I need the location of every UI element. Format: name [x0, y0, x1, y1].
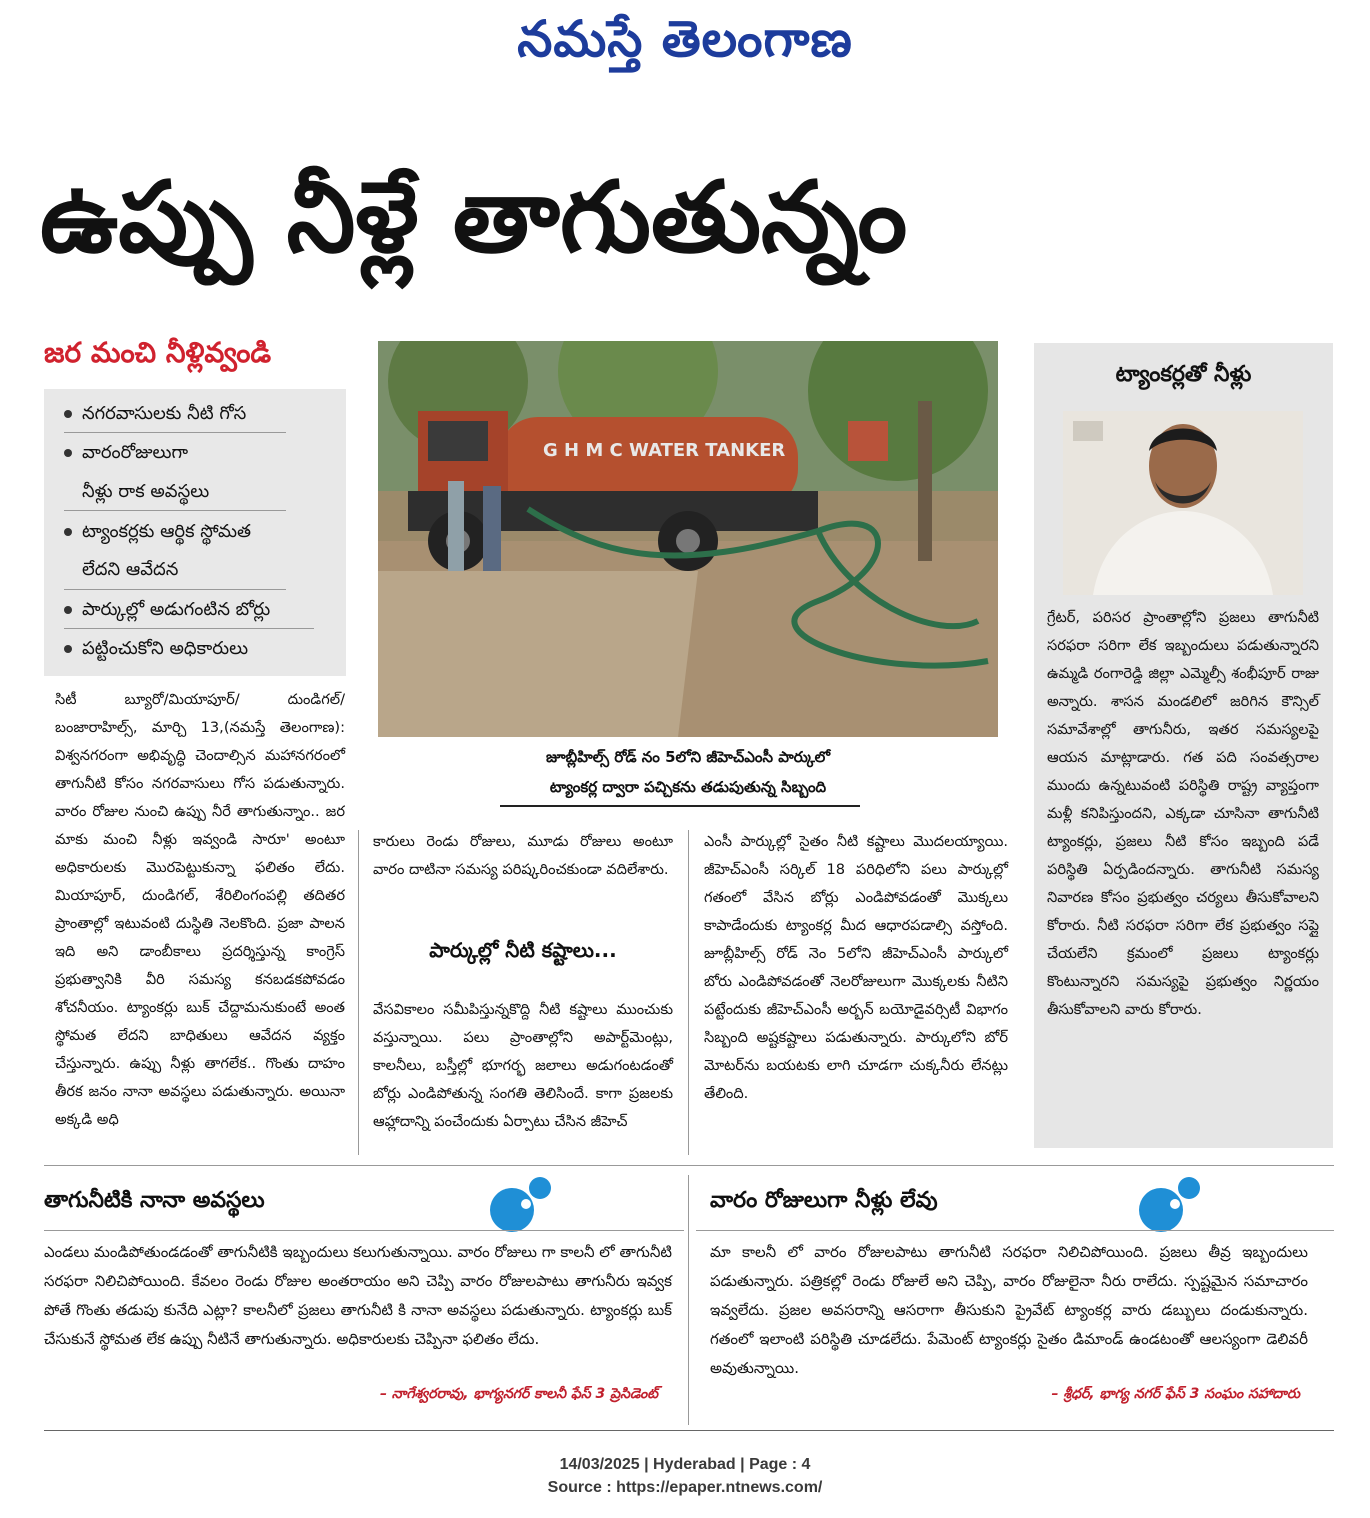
- water-tanker-photo: [378, 341, 998, 737]
- highlight-item-cont: లేదని ఆవేదన: [82, 559, 179, 580]
- bullet-icon: [64, 449, 72, 457]
- photo-caption: [378, 742, 998, 802]
- quote-divider: [44, 1230, 684, 1231]
- footer-date-line: 14/03/2025 | Hyderabad | Page : 4: [559, 1456, 811, 1473]
- quote-credit-1: – నాగేశ్వరరావు, భాగ్యనగర్ కాలనీ ఫేస్ 3 ప్రెసిడెంట్: [379, 1386, 658, 1402]
- article-col-3: ఎంసీ పార్కుల్లో సైతం నీటి కష్టాలు మొదలయ్యాయి. జీహెచ్ఎంసీ సర్కిల్ 18 పరిధిలోని పలు పార్కుల్లో గతంలో వేసిన బోర్లు ఎండిపోవడంతో మొక్కలు కాపాడేందుకు ట్యాంకర్ల మీద ఆధారపడాల్సి వస్తోంది. జూబ్లీహిల్స్ రోడ్ నెం 5లోని జీహెచ్ఎంసీ పార్కులో బోరు ఎండిపోవడంతో నెలరోజులుగా మొక్కలకు నీటిని పట్టేందుకు జీహెచ్ఎంసీ అర్బన్ బయోడైవర్సిటీ విభాగం సిబ్బంది అష్టకష్టాలు పడుతున్నారు. పార్కులోని బోర్ మోటర్‌ను బయటకు లాగి చూడగా చుక్కనీరు లేనట్లు తేలింది.: [704, 833, 1008, 1102]
- section-divider: [44, 1165, 1334, 1166]
- quote-credit-2: – శ్రీధర్, భాగ్య నగర్ ఫేస్ 3 సంఘం సహాదారు: [1051, 1386, 1300, 1402]
- sidebar-body: గ్రేటర్, పరిసర ప్రాంతాల్లోని ప్రజలు తాగునీటి సరఫరా సరిగా లేక ఇబ్బందులు పడుతున్నారని ఉమ్మడి రంగారెడ్డి జిల్లా ఎమ్మెల్సీ శంభీపూర్ రాజు అన్నారు. శాసన మండలిలో జరిగిన కౌన్సిల్ సమావేశాల్లో తాగునీరు, ఇతర సమస్యలపై ఆయన మాట్లాడారు. గత పది సంవత్సరాల ముందు ఉన్నటువంటి పరిస్థితి రాష్ట్ర వ్యాప్తంగా మళ్లీ కనిపిస్తుందని, ఎక్కడా చూసినా తాగునీటి ట్యాంకర్లు, ప్రజలు నీటి కోసం ఇబ్బంది పడే పరిస్థితి ఏర్పడిందన్నారు. తాగునీటి సమస్య నివారణ కోసం ప్రభుత్వం చర్యలు తీసుకోవాలని కోరారు. నీటి సరఫరా సరిగా లేక ప్రభుత్వం సప్లై చేయలేని క్రమంలో ప్రజలు ట్యాంకర్లు కొంటున్నారని సమస్యపై ప్రభుత్వం నిర్ణయం తీసుకోవాలని వారు కోరారు.: [1047, 609, 1319, 1018]
- footer-source-link[interactable]: Source : https://epaper.ntnews.com/: [547, 1479, 823, 1496]
- divider: [64, 510, 286, 511]
- tanker-label: G H M C WATER TANKER: [543, 440, 786, 461]
- quote-title-1: తాగునీటికి నానా అవస్థలు: [44, 1188, 265, 1213]
- bullet-icon: [64, 606, 72, 614]
- article-col-1: సిటీ బ్యూరో/మియాపూర్/ దుండిగల్/ బంజారాహిల్స్, మార్చి 13,(నమస్తే తెలంగాణ): విశ్వనగరంగా అభివృద్ధి చెందాల్సిన మహానగరంలో తాగునీటి కోసం నగరవాసులు గోస పడుతున్నారు. వారం రోజుల నుంచి ఉప్పు నీరే తాగుతున్నాం.. జర మాకు మంచి నీళ్లు ఇవ్వండి సారూ' అంటూ అధికారులకు మొరపెట్టుకున్నా ఫలితం లేదు. మియాపూర్, దుండిగల్, శేరిలింగంపల్లి తదితర ప్రాంతాల్లో ఇటువంటి దుస్థితి నెలకొంది. ప్రజా పాలన ఇది అని డాంబీకాలు ప్రదర్శిస్తున్న కాంగ్రెస్ ప్రభుత్వానికి వీరి సమస్య కనబడకపోవడం శోచనీయం. ట్యాంకర్లు బుక్ చేద్దామనుకుంటే అంత స్థోమత లేదని బాధితులు ఆవేదన వ్యక్తం చేస్తున్నారు. ఉప్పు నీళ్లు తాగలేక.. గొంతు దాహం తీరక జనం నానా అవస్థలు పడుతున్నారు. అయినా అక్కడి అధి: [55, 691, 345, 1128]
- masthead-logo: నమస్తే తెలంగాణ: [517, 10, 853, 68]
- article-col-2: కారులు రెండు రోజులు, మూడు రోజులు అంటూ వారం దాటినా సమస్య పరిష్కరించకుండా వదిలేశారు.: [373, 833, 673, 878]
- sidebar-title: ట్యాంకర్లతో నీళ్లు: [1115, 362, 1252, 387]
- page-bottom-rule: [44, 1430, 1334, 1431]
- highlight-item: ట్యాంకర్లకు ఆర్థిక స్థోమత: [64, 513, 251, 551]
- quote-mark-icon: [1137, 1174, 1203, 1238]
- column-divider: [358, 830, 359, 1155]
- highlight-item: నగరవాసులకు నీటి గోస: [64, 395, 246, 433]
- quote-body-1: ఎండలు మండిపోతుండడంతో తాగునీటికి ఇబ్బందులు కలుగుతున్నాయి. వారం రోజులు గా కాలనీ లో తాగునీటి సరఫరా నిలిచిపోయింది. కేవలం రెండు రోజుల అంతరాయం అని చెప్పి వారం రోజులపాటు తాగునీరు ఇవ్వక పోతే గొంతు తడుపు కునేది ఎట్లా? కాలనీలో ప్రజలు తాగునీటి కి నానా అవస్థలు పడుతున్నారు. ట్యాంకర్లు బుక్ చేసుకునే స్థోమత లేక ఉప్పు నీటినే తాగుతున్నారు. అధికారులకు చెప్పినా ఫలితం లేదు.: [44, 1243, 672, 1348]
- column-divider: [688, 1175, 689, 1425]
- caption-line: జూబ్లీహిల్స్ రోడ్ నం 5లోని జీహెచ్ఎంసీ పార్కులో: [545, 748, 831, 766]
- bullet-icon: [64, 528, 72, 536]
- highlight-item-cont: నీళ్లు రాక అవస్థలు: [82, 481, 210, 502]
- article-col-2b: వేసవికాలం సమీపిస్తున్నకొద్ది నీటి కష్టాలు ముంచుకు వస్తున్నాయి. పలు ప్రాంతాల్లోని అపార్ట్‌మెంట్లు, కాలనీలు, బస్తీల్లో భూగర్భ జలాలు అడుగంటడంతో బోర్లు ఎండిపోతున్న సంగతి తెలిసిందే. కాగా ప్రజలకు ఆహ్లాదాన్ని పంచేందుకు ఏర్పాటు చేసిన జీహెచ్: [373, 1001, 673, 1130]
- kicker-subheadline: జర మంచి నీళ్లివ్వండి: [44, 336, 272, 369]
- quote-body-2: మా కాలనీ లో వారం రోజులపాటు తాగునీటి సరఫరా నిలిచిపోయింది. ప్రజలు తీవ్ర ఇబ్బందులు పడుతున్నారు. పత్రికల్లో రెండు రోజులే అని చెప్పి, వారం రోజులైనా నీరు రాలేదు. స్పష్టమైన సమాచారం ఇవ్వలేదు. ప్రజల అవసరాన్ని ఆసరాగా తీసుకుని ప్రైవేట్ ట్యాంకర్ల వారు డబ్బులు దండుకున్నారు. గతంలో ఇలాంటి పరిస్థితి చూడలేదు. పేమెంట్ ట్యాంకర్లు సైతం డిమాండ్ ఉండటంతో ఆలస్యంగా డెలివరీ అవుతున్నాయి.: [710, 1243, 1308, 1377]
- page-headline: ఉప్పు నీళ్లే తాగుతున్నం: [40, 161, 908, 275]
- quote-mark-icon: [488, 1174, 554, 1238]
- highlight-item: పార్కుల్లో అడుగంటిన బోర్లు: [64, 591, 270, 629]
- divider: [64, 628, 314, 629]
- highlight-item: వారంరోజులుగా: [64, 434, 188, 472]
- divider: [64, 432, 286, 433]
- quote-title-2: వారం రోజులుగా నీళ్లు లేవు: [710, 1188, 938, 1213]
- bullet-icon: [64, 410, 72, 418]
- highlight-item: పట్టించుకోని అధికారులు: [64, 630, 248, 668]
- section-subhead: పార్కుల్లో నీటి కష్టాలు...: [429, 938, 617, 962]
- caption-divider: [500, 805, 860, 807]
- caption-line: ట్యాంకర్ల ద్వారా పచ్చికను తడుపుతున్న సిబ్బంది: [549, 778, 827, 796]
- quote-divider: [696, 1230, 1334, 1231]
- bullet-icon: [64, 645, 72, 653]
- highlights-box: [44, 389, 346, 676]
- column-divider: [688, 830, 689, 1155]
- divider: [64, 589, 286, 590]
- portrait-photo: [1063, 411, 1303, 595]
